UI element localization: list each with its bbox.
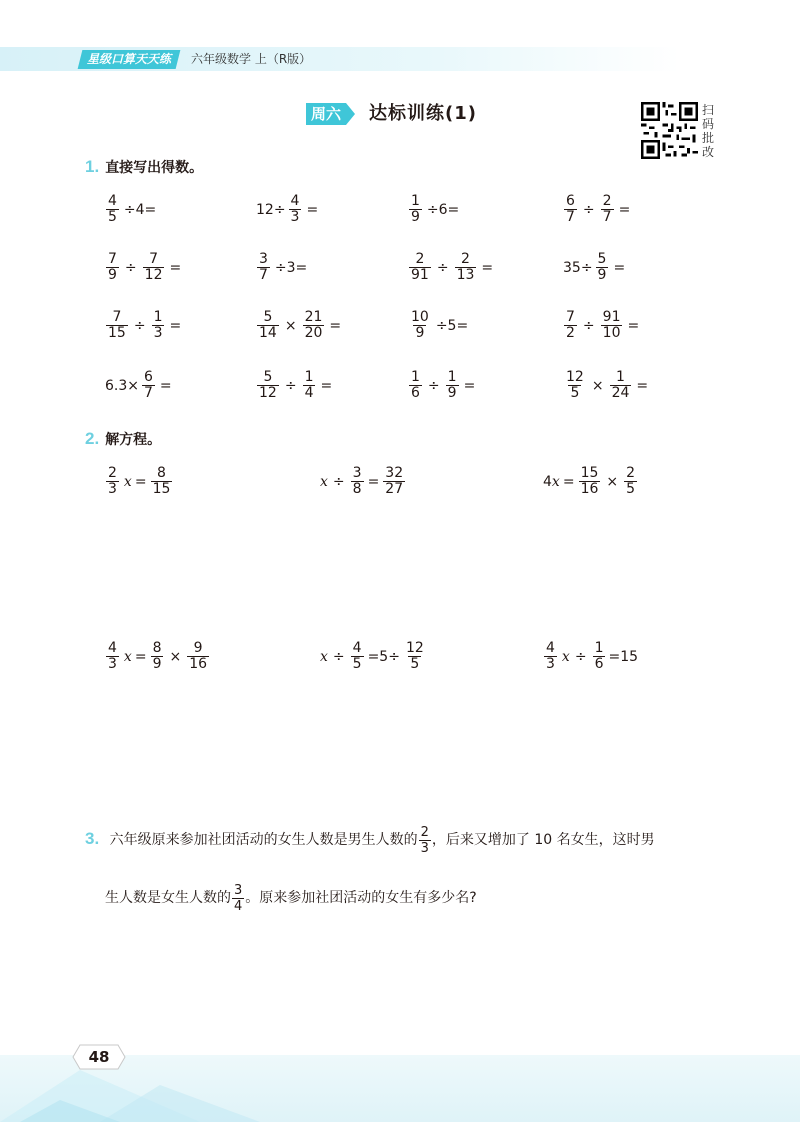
- numerator: 3: [259, 251, 268, 267]
- numerator: 4: [352, 640, 362, 656]
- fraction: [106, 641, 119, 672]
- q2-header: [85, 429, 161, 449]
- denominator: 6: [411, 385, 420, 401]
- fraction: [409, 370, 422, 401]
- fraction: [564, 194, 577, 225]
- denominator: 3: [108, 656, 117, 672]
- fraction: [455, 252, 477, 283]
- denominator: 8: [352, 481, 362, 497]
- equals: =: [463, 377, 476, 394]
- expr-text: =15: [608, 648, 639, 665]
- operator: ÷: [427, 377, 440, 394]
- q3-word-problem: [85, 810, 735, 927]
- numerator: 4: [108, 640, 117, 656]
- numerator: 1: [594, 640, 604, 656]
- variable-x: x: [551, 473, 560, 490]
- q1-item-10: [256, 310, 341, 341]
- numerator: 1: [153, 309, 163, 325]
- denominator: 24: [611, 385, 630, 401]
- expr-text: ÷6=: [426, 201, 460, 218]
- expr-text: 6.3×: [105, 377, 139, 394]
- numerator: 8: [157, 465, 166, 481]
- numerator: 7: [566, 309, 575, 325]
- fraction: [187, 641, 209, 672]
- denominator: 4: [234, 898, 243, 914]
- denominator: 5: [352, 656, 362, 672]
- q1-item-1: [105, 194, 156, 225]
- numerator: 32: [385, 465, 404, 481]
- operator: ×: [606, 473, 619, 490]
- q1-header: [85, 157, 203, 177]
- numerator: 1: [411, 193, 420, 209]
- expr-text: ÷5=: [435, 317, 469, 334]
- fraction: [151, 466, 173, 497]
- q1-item-14: [256, 370, 332, 401]
- fraction: [106, 310, 128, 341]
- q2-equation-4: [105, 641, 210, 672]
- fraction: [409, 310, 431, 341]
- numerator: 1: [304, 369, 314, 385]
- numerator: 4: [108, 193, 117, 209]
- q1-item-13: [105, 370, 172, 401]
- denominator: 12: [259, 385, 277, 401]
- numerator: 2: [461, 251, 470, 267]
- denominator: 10: [602, 325, 621, 341]
- numerator: 7: [149, 251, 159, 267]
- q2-equation-3: [543, 466, 638, 497]
- numerator: 2: [626, 465, 636, 481]
- equals: =: [367, 473, 380, 490]
- operator: ÷: [332, 648, 345, 665]
- denominator: 3: [108, 481, 117, 497]
- numerator: 5: [597, 251, 607, 267]
- equals: =: [169, 259, 182, 276]
- denominator: 16: [189, 656, 208, 672]
- q1-item-2: [256, 194, 318, 225]
- variable-x: x: [320, 648, 328, 665]
- coefficient: 4: [543, 473, 552, 490]
- numerator: 2: [108, 465, 117, 481]
- numerator: 6: [144, 369, 153, 385]
- fraction: [232, 883, 244, 914]
- fraction: [564, 310, 577, 341]
- denominator: 5: [410, 656, 420, 672]
- scan-to-grade-label: 扫码批改: [702, 103, 715, 159]
- q1-item-15: [408, 370, 475, 401]
- equals: =: [134, 648, 147, 665]
- numerator: 5: [263, 369, 273, 385]
- numerator: 2: [415, 251, 425, 267]
- numerator: 21: [304, 309, 323, 325]
- book-title: 六年级数学 上（R版）: [191, 52, 312, 66]
- equals: =: [306, 201, 319, 218]
- expr-text: 35÷: [563, 259, 593, 276]
- operator: ÷: [124, 259, 137, 276]
- fraction: [257, 310, 279, 341]
- denominator: 9: [597, 267, 607, 283]
- q1-item-6: [256, 252, 307, 283]
- numerator: 8: [152, 640, 162, 656]
- numerator: 1: [411, 369, 420, 385]
- fraction: [579, 466, 601, 497]
- fraction: [151, 641, 164, 672]
- numerator: 2: [602, 193, 612, 209]
- day-badge: 周六: [306, 103, 346, 125]
- q3-text-part: 六年级原来参加社团活动的女生人数是男生人数的: [109, 832, 418, 848]
- numerator: 2: [420, 824, 429, 840]
- denominator: 9: [447, 385, 457, 401]
- equals: =: [134, 473, 147, 490]
- fraction: [351, 466, 364, 497]
- equals: =: [618, 201, 631, 218]
- denominator: 2: [566, 325, 575, 341]
- fraction: [446, 370, 459, 401]
- q1-item-11: [408, 310, 468, 341]
- denominator: 9: [411, 209, 420, 225]
- denominator: 3: [290, 209, 300, 225]
- denominator: 15: [108, 325, 126, 341]
- fraction: [596, 252, 609, 283]
- q3-text-part: ，后来又增加了 10 名女生，这时男: [431, 832, 655, 848]
- qr-code-icon[interactable]: [641, 102, 698, 159]
- operator: ÷: [133, 317, 146, 334]
- variable-x: x: [123, 648, 132, 665]
- operator: ÷: [574, 648, 587, 665]
- expr-text: =5÷: [367, 648, 400, 665]
- fraction: [593, 641, 606, 672]
- equals: =: [329, 317, 342, 334]
- variable-x: x: [320, 473, 328, 490]
- denominator: 9: [152, 656, 162, 672]
- variable-x: x: [561, 648, 570, 665]
- equals: =: [613, 259, 626, 276]
- denominator: 6: [594, 656, 604, 672]
- numerator: 4: [290, 193, 300, 209]
- denominator: 3: [546, 656, 555, 672]
- denominator: 3: [420, 840, 429, 856]
- operator: ÷: [436, 259, 449, 276]
- operator: ×: [169, 648, 182, 665]
- q1-item-8: [563, 252, 625, 283]
- equals: =: [627, 317, 640, 334]
- q2-equation-2: [320, 466, 406, 497]
- q1-item-3: [408, 194, 459, 225]
- equals: =: [169, 317, 182, 334]
- operator: ÷: [582, 201, 595, 218]
- page-title: 达标训练(1): [369, 103, 477, 124]
- series-label: 星级口算天天练: [87, 52, 172, 66]
- fraction: [142, 370, 155, 401]
- q1-item-12: [563, 310, 639, 341]
- q2-equation-1: [105, 466, 173, 497]
- numerator: 1: [447, 369, 457, 385]
- fraction: [106, 466, 119, 497]
- fraction: [257, 370, 279, 401]
- denominator: 16: [580, 481, 599, 497]
- q2-equation-6: [543, 641, 638, 672]
- numerator: 5: [263, 309, 273, 325]
- q2-number: 2.: [85, 429, 100, 448]
- day-badge-arrow: [346, 103, 355, 125]
- fraction: [106, 194, 119, 225]
- denominator: 12: [144, 267, 163, 283]
- q2-prompt: 解方程。: [105, 432, 162, 448]
- operator: ÷: [582, 317, 595, 334]
- denominator: 7: [259, 267, 268, 283]
- series-tag: [78, 50, 181, 69]
- numerator: 3: [352, 465, 362, 481]
- fraction: [610, 370, 632, 401]
- fraction: [289, 194, 302, 225]
- denominator: 9: [108, 267, 117, 283]
- q1-item-7: [408, 252, 493, 283]
- numerator: 15: [580, 465, 599, 481]
- denominator: 3: [153, 325, 163, 341]
- numerator: 1: [616, 369, 625, 385]
- denominator: 5: [626, 481, 636, 497]
- operator: ÷: [284, 377, 297, 394]
- q1-item-16: [563, 370, 648, 401]
- page-number: 48: [88, 1048, 110, 1066]
- operator: ÷: [332, 473, 345, 490]
- equals: =: [481, 259, 494, 276]
- fraction: [601, 310, 623, 341]
- numerator: 3: [234, 882, 243, 898]
- denominator: 4: [304, 385, 314, 401]
- equals: =: [562, 473, 575, 490]
- fraction: [419, 825, 431, 856]
- fraction: [564, 370, 586, 401]
- denominator: 5: [570, 385, 580, 401]
- numerator: 7: [108, 251, 117, 267]
- q1-number: 1.: [85, 157, 100, 176]
- q3-number: 3.: [85, 829, 100, 848]
- fraction: [409, 252, 431, 283]
- expr-text: 12÷: [256, 201, 286, 218]
- denominator: 7: [566, 209, 575, 225]
- denominator: 14: [259, 325, 277, 341]
- denominator: 7: [602, 209, 612, 225]
- equals: =: [320, 377, 333, 394]
- denominator: 91: [411, 267, 429, 283]
- fraction: [106, 252, 119, 283]
- q1-item-9: [105, 310, 181, 341]
- denominator: 27: [385, 481, 404, 497]
- operator: ×: [591, 377, 604, 394]
- numerator: 12: [566, 369, 584, 385]
- fraction: [624, 466, 637, 497]
- numerator: 7: [112, 309, 122, 325]
- q1-item-4: [563, 194, 630, 225]
- numerator: 91: [602, 309, 621, 325]
- denominator: 9: [415, 325, 425, 341]
- q2-equation-5: [320, 641, 427, 672]
- denominator: 15: [152, 481, 171, 497]
- numerator: 12: [405, 640, 424, 656]
- fraction: [383, 466, 405, 497]
- numerator: 4: [546, 640, 555, 656]
- q3-text-part: 。原来参加社团活动的女生有多少名?: [245, 890, 477, 906]
- fraction: [544, 641, 557, 672]
- fraction: [152, 310, 165, 341]
- q1-prompt: 直接写出得数。: [105, 160, 204, 176]
- fraction: [409, 194, 422, 225]
- q3-text-part: 生人数是女生人数的: [105, 890, 231, 906]
- denominator: 7: [144, 385, 153, 401]
- fraction: [257, 252, 270, 283]
- numerator: 6: [566, 193, 575, 209]
- numerator: 9: [193, 640, 203, 656]
- fraction: [351, 641, 364, 672]
- numerator: 10: [411, 309, 429, 325]
- fraction: [601, 194, 614, 225]
- equals: =: [159, 377, 172, 394]
- denominator: 20: [304, 325, 323, 341]
- expr-text: ÷4=: [123, 201, 157, 218]
- fraction: [303, 370, 316, 401]
- fraction: [143, 252, 165, 283]
- equals: =: [636, 377, 649, 394]
- variable-x: x: [123, 473, 132, 490]
- q1-item-5: [105, 252, 181, 283]
- fraction: [303, 310, 325, 341]
- denominator: 13: [456, 267, 475, 283]
- denominator: 5: [108, 209, 117, 225]
- expr-text: ÷3=: [274, 259, 308, 276]
- fraction: [404, 641, 426, 672]
- operator: ×: [284, 317, 297, 334]
